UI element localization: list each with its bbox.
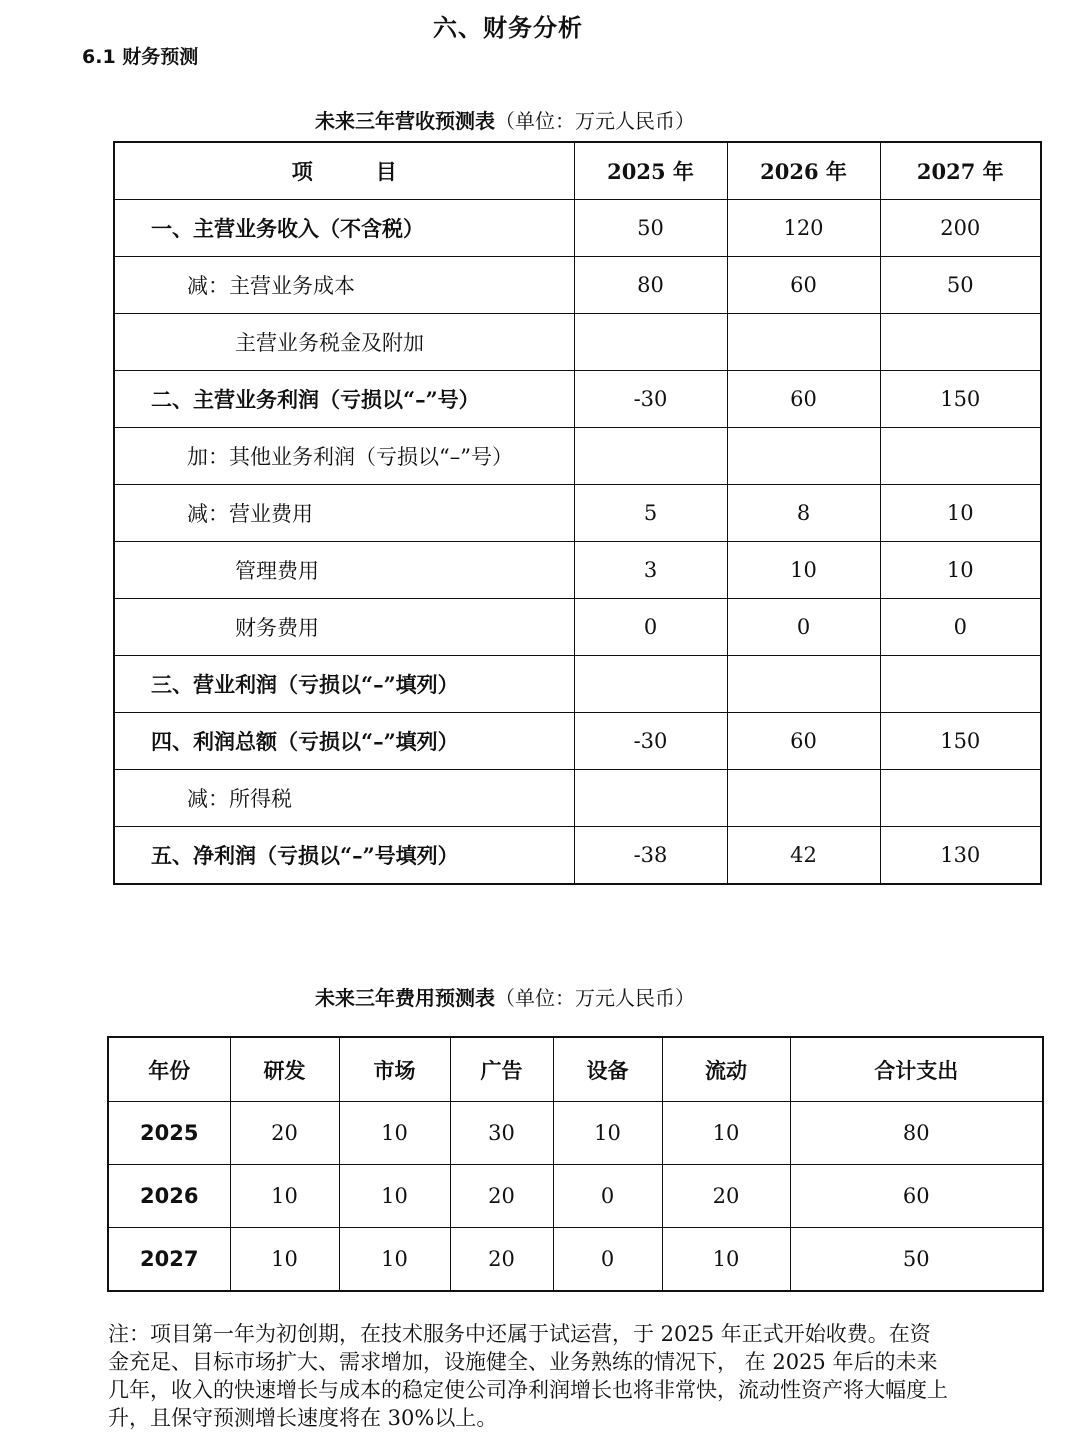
row-label: 加：其他业务利润（亏损以“–”号） bbox=[114, 428, 574, 485]
cell-value: 10 bbox=[339, 1228, 450, 1292]
cell-value: 10 bbox=[727, 542, 880, 599]
cell-value: 10 bbox=[553, 1102, 662, 1165]
expense-caption-unit: （单位：万元人民币） bbox=[495, 986, 695, 1010]
table-row bbox=[114, 827, 1041, 885]
column-header: 合计支出 bbox=[790, 1037, 1043, 1102]
row-label: 减：所得税 bbox=[114, 770, 574, 827]
cell-value: 10 bbox=[880, 485, 1041, 542]
cell-value bbox=[880, 428, 1041, 485]
header-year: 2026 年 bbox=[727, 142, 880, 200]
cell-value: 60 bbox=[790, 1165, 1043, 1228]
table-row bbox=[114, 542, 1041, 599]
cell-value: 3 bbox=[574, 542, 727, 599]
cell-value: 80 bbox=[574, 257, 727, 314]
expense-forecast-table bbox=[107, 1036, 1044, 1292]
cell-value: -30 bbox=[574, 713, 727, 770]
cell-value: 50 bbox=[574, 200, 727, 257]
cell-value bbox=[727, 770, 880, 827]
column-header: 设备 bbox=[553, 1037, 662, 1102]
cell-value: 50 bbox=[880, 257, 1041, 314]
header-year: 2025 年 bbox=[574, 142, 727, 200]
table-row bbox=[114, 599, 1041, 656]
page-heading: 六、财务分析 bbox=[433, 13, 583, 42]
cell-value: 10 bbox=[880, 542, 1041, 599]
cell-value bbox=[727, 656, 880, 713]
revenue-caption-unit: （单位：万元人民币） bbox=[495, 109, 695, 133]
cell-value bbox=[880, 770, 1041, 827]
column-header: 研发 bbox=[230, 1037, 339, 1102]
table-row bbox=[114, 713, 1041, 770]
section-title: 6.1 财务预测 bbox=[82, 46, 199, 68]
table-row bbox=[114, 485, 1041, 542]
column-header: 市场 bbox=[339, 1037, 450, 1102]
expense-header-row bbox=[108, 1037, 1043, 1102]
revenue-forecast-table bbox=[113, 141, 1042, 885]
cell-value: 0 bbox=[553, 1165, 662, 1228]
cell-value: 0 bbox=[727, 599, 880, 656]
year-cell: 2025 bbox=[108, 1102, 230, 1165]
row-label: 管理费用 bbox=[114, 542, 574, 599]
footnote: 注：项目第一年为初创期，在技术服务中还属于试运营，于 2025 年正式开始收费。在资金充足、目标市场扩大、需求增加，设施健全、业务熟练的情况下， 在 2025 年后的未来几年，收入的快速增长与成本的稳定使公司净利润增长也将非常快，流动性资产将大幅度上升，且保守预测增长速度将在 30%以上。 bbox=[108, 1322, 948, 1430]
cell-value bbox=[574, 314, 727, 371]
cell-value: 120 bbox=[727, 200, 880, 257]
header-year: 2027 年 bbox=[880, 142, 1041, 200]
cell-value: 20 bbox=[662, 1165, 790, 1228]
table-row bbox=[114, 656, 1041, 713]
row-label: 财务费用 bbox=[114, 599, 574, 656]
cell-value: -38 bbox=[574, 827, 727, 885]
revenue-caption-main: 未来三年营收预测表 bbox=[315, 109, 495, 133]
column-header: 年份 bbox=[108, 1037, 230, 1102]
cell-value: 42 bbox=[727, 827, 880, 885]
row-label: 二、主营业务利润（亏损以“–”号） bbox=[114, 371, 574, 428]
cell-value: 130 bbox=[880, 827, 1041, 885]
cell-value: 10 bbox=[230, 1165, 339, 1228]
row-label: 主营业务税金及附加 bbox=[114, 314, 574, 371]
cell-value: 20 bbox=[450, 1165, 553, 1228]
cell-value: 0 bbox=[553, 1228, 662, 1292]
row-label: 减：营业费用 bbox=[114, 485, 574, 542]
table-row bbox=[108, 1228, 1043, 1292]
cell-value: 10 bbox=[662, 1102, 790, 1165]
cell-value bbox=[727, 428, 880, 485]
table-row bbox=[114, 314, 1041, 371]
cell-value bbox=[880, 656, 1041, 713]
cell-value: 150 bbox=[880, 371, 1041, 428]
table-row bbox=[114, 371, 1041, 428]
row-label: 四、利润总额（亏损以“–”填列） bbox=[114, 713, 574, 770]
table-row bbox=[108, 1165, 1043, 1228]
cell-value: 60 bbox=[727, 257, 880, 314]
table-row bbox=[114, 257, 1041, 314]
cell-value: 8 bbox=[727, 485, 880, 542]
cell-value: 200 bbox=[880, 200, 1041, 257]
cell-value: 10 bbox=[230, 1228, 339, 1292]
cell-value bbox=[574, 428, 727, 485]
cell-value bbox=[574, 770, 727, 827]
cell-value: 60 bbox=[727, 713, 880, 770]
cell-value: 5 bbox=[574, 485, 727, 542]
table-row bbox=[114, 770, 1041, 827]
cell-value: 60 bbox=[727, 371, 880, 428]
cell-value: 80 bbox=[790, 1102, 1043, 1165]
cell-value: 30 bbox=[450, 1102, 553, 1165]
cell-value: 150 bbox=[880, 713, 1041, 770]
year-cell: 2026 bbox=[108, 1165, 230, 1228]
column-header: 流动 bbox=[662, 1037, 790, 1102]
table-row bbox=[114, 428, 1041, 485]
expense-caption-main: 未来三年费用预测表 bbox=[315, 986, 495, 1010]
cell-value: 20 bbox=[230, 1102, 339, 1165]
table-row bbox=[114, 200, 1041, 257]
cell-value: 0 bbox=[880, 599, 1041, 656]
cell-value: 10 bbox=[339, 1165, 450, 1228]
year-cell: 2027 bbox=[108, 1228, 230, 1292]
cell-value: -30 bbox=[574, 371, 727, 428]
cell-value: 10 bbox=[662, 1228, 790, 1292]
revenue-table-caption bbox=[0, 105, 1010, 134]
cell-value bbox=[880, 314, 1041, 371]
row-label: 一、主营业务收入（不含税） bbox=[114, 200, 574, 257]
expense-table-caption bbox=[0, 982, 1010, 1011]
row-label: 五、净利润（亏损以“–”号填列） bbox=[114, 827, 574, 885]
cell-value: 20 bbox=[450, 1228, 553, 1292]
row-label: 三、营业利润（亏损以“–”填列） bbox=[114, 656, 574, 713]
cell-value bbox=[727, 314, 880, 371]
table-row bbox=[108, 1102, 1043, 1165]
row-label: 减：主营业务成本 bbox=[114, 257, 574, 314]
cell-value bbox=[574, 656, 727, 713]
revenue-header-row bbox=[114, 142, 1041, 200]
cell-value: 10 bbox=[339, 1102, 450, 1165]
cell-value: 50 bbox=[790, 1228, 1043, 1292]
header-item: 项 目 bbox=[114, 142, 574, 200]
cell-value: 0 bbox=[574, 599, 727, 656]
column-header: 广告 bbox=[450, 1037, 553, 1102]
